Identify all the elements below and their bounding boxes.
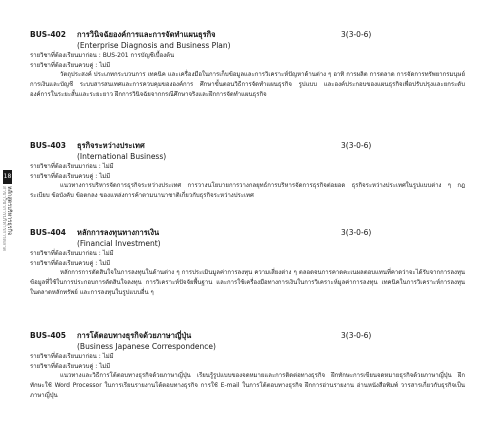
course-title-thai: หลักการลงทุนทางการเงิน — [77, 228, 160, 237]
prerequisite-line: รายวิชาที่ต้องเรียนมาก่อน : ไม่มี — [30, 250, 114, 257]
course-code: BUS-405 — [30, 331, 66, 340]
course-credits: 3(3-0-6) — [341, 30, 372, 39]
side-caption — [1, 186, 13, 266]
course-description: แนวทางการบริหารจัดการธุรกิจระหว่างประเทศ การวางนโยบายการวางกลยุทธ์การบริหารจัดการธุรกิจต่อยอด ธุรกิจระหว่างประเทศในรูปแบบต่าง ๆ กฎระเบียบ ข้อบังคับ ข้อตกลง ของแหล่งการค้าตามนานาชาติเกี่ยวกับธุรกิจระหว่างประเทศ — [30, 182, 465, 199]
prerequisite-line: รายวิชาที่ต้องเรียนมาก่อน : ไม่มี — [30, 353, 114, 360]
course-block — [30, 227, 470, 298]
course-title-english: (Financial Investment) — [77, 239, 161, 248]
course-code: BUS-403 — [30, 141, 66, 150]
prerequisite-line: รายวิชาที่ต้องเรียนมาก่อน : BUS-201 การบัญชีเบื้องต้น — [30, 52, 175, 59]
course-block — [30, 29, 470, 100]
course-header — [30, 29, 470, 40]
course-credits: 3(3-0-6) — [341, 331, 372, 340]
course-block — [30, 330, 470, 401]
course-title-english: (International Business) — [77, 152, 167, 161]
corequisite-line: รายวิชาที่ต้องเรียนควบคู่ : ไม่มี — [30, 172, 111, 180]
course-description: วัตถุประสงค์ ประเภทกระบวนการ เทคนิค และเครื่องมือในการเก็บข้อมูลและการวิเคราะห์ปัญหาด้านต่าง ๆ อาทิ การผลิต การตลาด การจัดการทรัพยากรมนุษย์ การเงินและบัญชี ระบบสารสนเทศและการควบคุมขององค์การ ศึกษาขั้นตอนวิธีการจัดทำแผนธุรกิจ รูปแบบ และองค์ประกอบของแผนธุรกิจเพื่อปรับปรุงและยกระดับองค์การในระยะสั้นและระยะยาว ฝึกการวินิจฉัยจากกรณีศึกษาจริงและฝึกการจัดทำแผนธุรกิจ — [30, 71, 465, 98]
course-title-thai: ธุรกิจระหว่างประเทศ — [77, 141, 145, 150]
prerequisite-line: รายวิชาที่ต้องเรียนมาก่อน : ไม่มี — [30, 163, 114, 170]
side-section-label: หลักสูตรบริหารธุรกิจ — [6, 186, 12, 236]
side-sub-label: สาขาวิชาการบริหารการตลาด — [1, 186, 7, 252]
course-description: หลักการการตัดสินใจในการลงทุนในด้านต่าง ๆ การประเมินมูลค่าการลงทุน ความเสี่ยงต่าง ๆ ตลอดจนการคาดคะเนผลตอบแทนที่คาดว่าจะได้รับจากการลงทุน ข้อมูลที่ใช้ในการประกอบการตัดสินใจลงทุน การวิเคราะห์ปัจจัยพื้นฐาน และการใช้เครื่องมือทางการเงินในการวิเคราะห์มูลค่าการลงทุน เทคนิคในการวิเคราะห์การลงทุนในตลาดหลักทรัพย์ และการลงทุนในรูปแบบอื่น ๆ — [30, 269, 465, 296]
course-description: แนวทางและวิธีการโต้ตอบทางธุรกิจด้วยภาษาญี่ปุ่น เรียนรู้รูปแบบของจดหมายและการติดต่อทางธุรกิจ ฝึกทักษะการเขียนจดหมายธุรกิจด้วยภาษาญี่ปุ่น ฝึกทักษะใช้ Word Processor ในการเรียนรายงานโต้ตอบทางธุรกิจ การใช้ E-mail ในการโต้ตอบทางธุรกิจ ฝึกการอ่านรายงาน อ่านหนังสือพิมพ์ วารสารเกี่ยวกับธุรกิจเป็นภาษาญี่ปุ่น — [30, 372, 465, 399]
course-header — [30, 227, 470, 238]
course-code: BUS-404 — [30, 228, 66, 237]
course-code: BUS-402 — [30, 30, 66, 39]
course-title-english: (Enterprise Diagnosis and Business Plan) — [77, 41, 231, 50]
course-credits: 3(3-0-6) — [341, 141, 372, 150]
corequisite-line: รายวิชาที่ต้องเรียนควบคู่ : ไม่มี — [30, 61, 111, 69]
course-block — [30, 140, 470, 201]
course-title-thai: การโต้ตอบทางธุรกิจด้วยภาษาญี่ปุ่น — [77, 331, 192, 340]
course-title-english: (Business Japanese Correspondence) — [77, 342, 216, 351]
course-header — [30, 140, 470, 151]
page-number-tab: 18 — [3, 170, 12, 184]
corequisite-line: รายวิชาที่ต้องเรียนควบคู่ : ไม่มี — [30, 259, 111, 267]
course-credits: 3(3-0-6) — [341, 228, 372, 237]
course-header — [30, 330, 470, 341]
corequisite-line: รายวิชาที่ต้องเรียนควบคู่ : ไม่มี — [30, 362, 111, 370]
course-title-thai: การวินิจฉัยองค์การและการจัดทำแผนธุรกิจ — [77, 30, 216, 39]
